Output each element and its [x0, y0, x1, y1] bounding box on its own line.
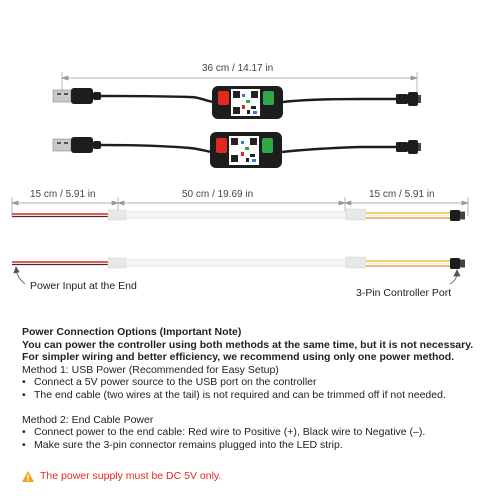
- notes-heading: Power Connection Options (Important Note): [22, 326, 242, 338]
- strip-length-label: 50 cm / 19.69 in: [182, 189, 254, 200]
- lead-length-right-label: 15 cm / 5.91 in: [369, 189, 435, 200]
- power-warning: [22, 470, 221, 482]
- qr-code-icon: [231, 89, 260, 116]
- method-2-item: • Connect power to the end cable: Red wire to Positive (+), Black wire to Negative (–).: [22, 426, 492, 439]
- notes-intro-1: You can power the controller using both methods at the same time, but it is not necessary.: [22, 338, 474, 351]
- warning-text: The power supply must be DC 5V only.: [40, 470, 222, 482]
- qr-code-icon: [229, 136, 259, 165]
- warning-triangle-icon: [22, 471, 34, 482]
- cable-length-label: 36 cm / 14.17 in: [202, 63, 274, 74]
- led-strip-2: [12, 257, 465, 269]
- connector-arrow: [450, 270, 460, 284]
- bluetooth-controller-1: [212, 86, 283, 119]
- method-2-item: • Make sure the 3-pin connector remains plugged into the LED strip.: [22, 439, 492, 452]
- lead-length-left-label: 15 cm / 5.91 in: [30, 189, 96, 200]
- usb-cable-2: [53, 132, 421, 168]
- method-2-title: Method 2: End Cable Power: [22, 413, 154, 426]
- connector-label: 3-Pin Controller Port: [356, 287, 452, 299]
- method-1-title: Method 1: USB Power (Recommended for Easy Setup): [22, 363, 279, 376]
- usb-plug-icon: [53, 88, 101, 104]
- bluetooth-controller-2: [210, 132, 282, 168]
- power-input-arrow: [14, 267, 25, 284]
- usb-plug-icon: [53, 137, 101, 153]
- connector-plug-icon: [396, 92, 421, 106]
- method-1-item: • Connect a 5V power source to the USB port on the controller: [22, 376, 492, 389]
- usb-cable-1: [53, 86, 421, 119]
- power-notes: [22, 326, 492, 451]
- method-1-item: • The end cable (two wires at the tail) is not required and can be trimmed off if not needed.: [22, 389, 492, 402]
- power-input-label: Power Input at the End: [30, 280, 137, 292]
- led-strip-1: [12, 209, 465, 221]
- notes-intro-2: For simpler wiring and better efficiency, we recommend using only one power method.: [22, 351, 455, 364]
- connector-plug-icon: [396, 140, 421, 154]
